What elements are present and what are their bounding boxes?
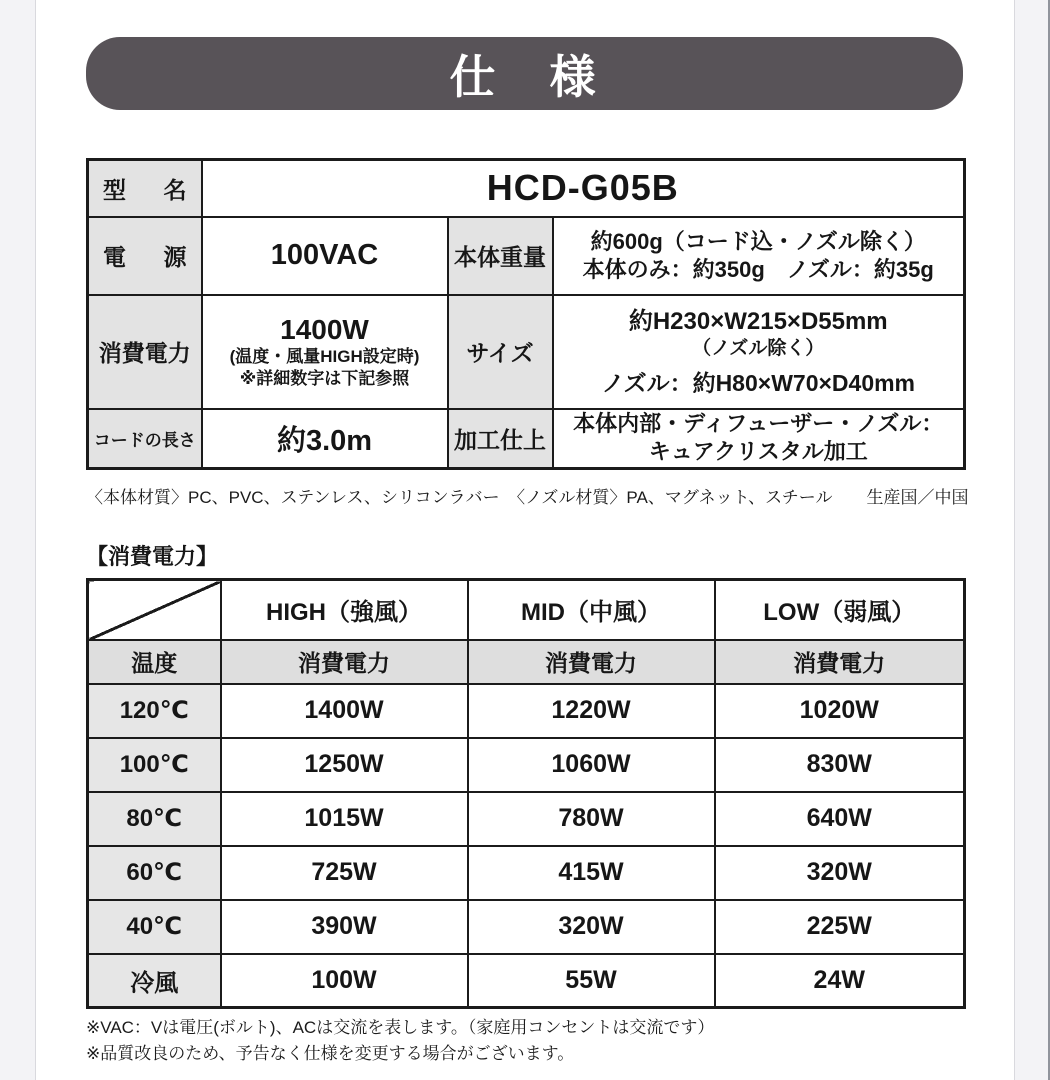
watt-cell: 415W [468, 846, 715, 900]
watt-cell: 225W [715, 900, 965, 954]
watt-cell: 1250W [221, 738, 468, 792]
watt-cell: 1015W [221, 792, 468, 846]
model-value: HCD-G05B [202, 160, 965, 217]
watt-cell: 320W [468, 900, 715, 954]
table-row [88, 295, 965, 409]
col-header-high: HIGH（強風） [221, 580, 468, 640]
table-row [88, 738, 965, 792]
consumption-label: 消費電力 [88, 295, 202, 409]
watt-cell: 640W [715, 792, 965, 846]
weight-line1: 約600g（コード込・ノズル除く） [590, 228, 926, 254]
power-table [86, 578, 966, 1009]
spec-sheet [36, 0, 1014, 1080]
footnote-vac: ※VAC：Vは電圧(ボルト)、ACは交流を表します。（家庭用コンセントは交流です） [86, 1018, 715, 1037]
right-margin [1014, 0, 1050, 1080]
size-value [553, 295, 965, 409]
page-title-banner [86, 37, 963, 110]
table-row [88, 640, 965, 684]
col-header-mid: MID（中風） [468, 580, 715, 640]
size-line3: ノズル：約H80×W70×D40mm [601, 369, 916, 396]
watt-cell: 1060W [468, 738, 715, 792]
weight-label: 本体重量 [448, 217, 553, 295]
table-row [88, 900, 965, 954]
watt-cell: 1220W [468, 684, 715, 738]
temp-header: 温度 [88, 640, 221, 684]
table-row [88, 684, 965, 738]
temp-cell: 40℃ [88, 900, 221, 954]
left-margin [0, 0, 36, 1080]
weight-value [553, 217, 965, 295]
watt-cell: 24W [715, 954, 965, 1008]
model-label: 型名 [88, 160, 202, 217]
watt-cell: 320W [715, 846, 965, 900]
weight-line2: 本体のみ：約350g ノズル：約35g [582, 256, 934, 282]
page-title: 仕 様 [449, 50, 600, 103]
footnotes [86, 1015, 986, 1067]
watt-cell: 55W [468, 954, 715, 1008]
consumption-note1: (温度・風量HIGH設定時) [229, 346, 420, 366]
table-row [88, 217, 965, 295]
finish-line2: キュアクリスタル加工 [648, 439, 868, 465]
cord-value: 約3.0m [202, 409, 448, 469]
materials-note: 〈本体材質〉PC、PVC、ステンレス、シリコンラバー 〈ノズル材質〉PA、マグネット、スチール 生産国／中国 [86, 488, 969, 507]
subheader-low: 消費電力 [715, 640, 965, 684]
power-value: 100VAC [202, 217, 448, 295]
size-line2: （ノズル除く） [692, 337, 825, 359]
watt-cell: 390W [221, 900, 468, 954]
finish-line1: 本体内部・ディフューザー・ノズル： [573, 411, 944, 437]
col-header-low: LOW（弱風） [715, 580, 965, 640]
footnote-quality: ※品質改良のため、予告なく仕様を変更する場合がございます。 [86, 1044, 575, 1063]
diagonal-corner-cell [88, 580, 221, 640]
table-row [88, 160, 965, 217]
power-label: 電源 [88, 217, 202, 295]
spec-table [86, 158, 966, 470]
temp-cell: 80℃ [88, 792, 221, 846]
power-section-heading: 【消費電力】 [86, 544, 219, 569]
cord-label: コードの長さ [88, 409, 202, 469]
subheader-mid: 消費電力 [468, 640, 715, 684]
consumption-watts: 1400W [280, 313, 369, 345]
table-row [88, 580, 965, 640]
temp-cell: 冷風 [88, 954, 221, 1008]
table-row [88, 409, 965, 469]
consumption-value [202, 295, 448, 409]
table-row [88, 954, 965, 1008]
table-row [88, 792, 965, 846]
finish-label: 加工仕上 [448, 409, 553, 469]
watt-cell: 1020W [715, 684, 965, 738]
temp-cell: 120℃ [88, 684, 221, 738]
consumption-note2: ※詳細数字は下記参照 [239, 368, 410, 388]
size-line1: 約H230×W215×D55mm [628, 307, 888, 335]
temp-cell: 100℃ [88, 738, 221, 792]
temp-cell: 60℃ [88, 846, 221, 900]
subheader-high: 消費電力 [221, 640, 468, 684]
watt-cell: 780W [468, 792, 715, 846]
watt-cell: 1400W [221, 684, 468, 738]
watt-cell: 100W [221, 954, 468, 1008]
watt-cell: 725W [221, 846, 468, 900]
size-label: サイズ [448, 295, 553, 409]
finish-value [553, 409, 965, 469]
table-row [88, 846, 965, 900]
watt-cell: 830W [715, 738, 965, 792]
